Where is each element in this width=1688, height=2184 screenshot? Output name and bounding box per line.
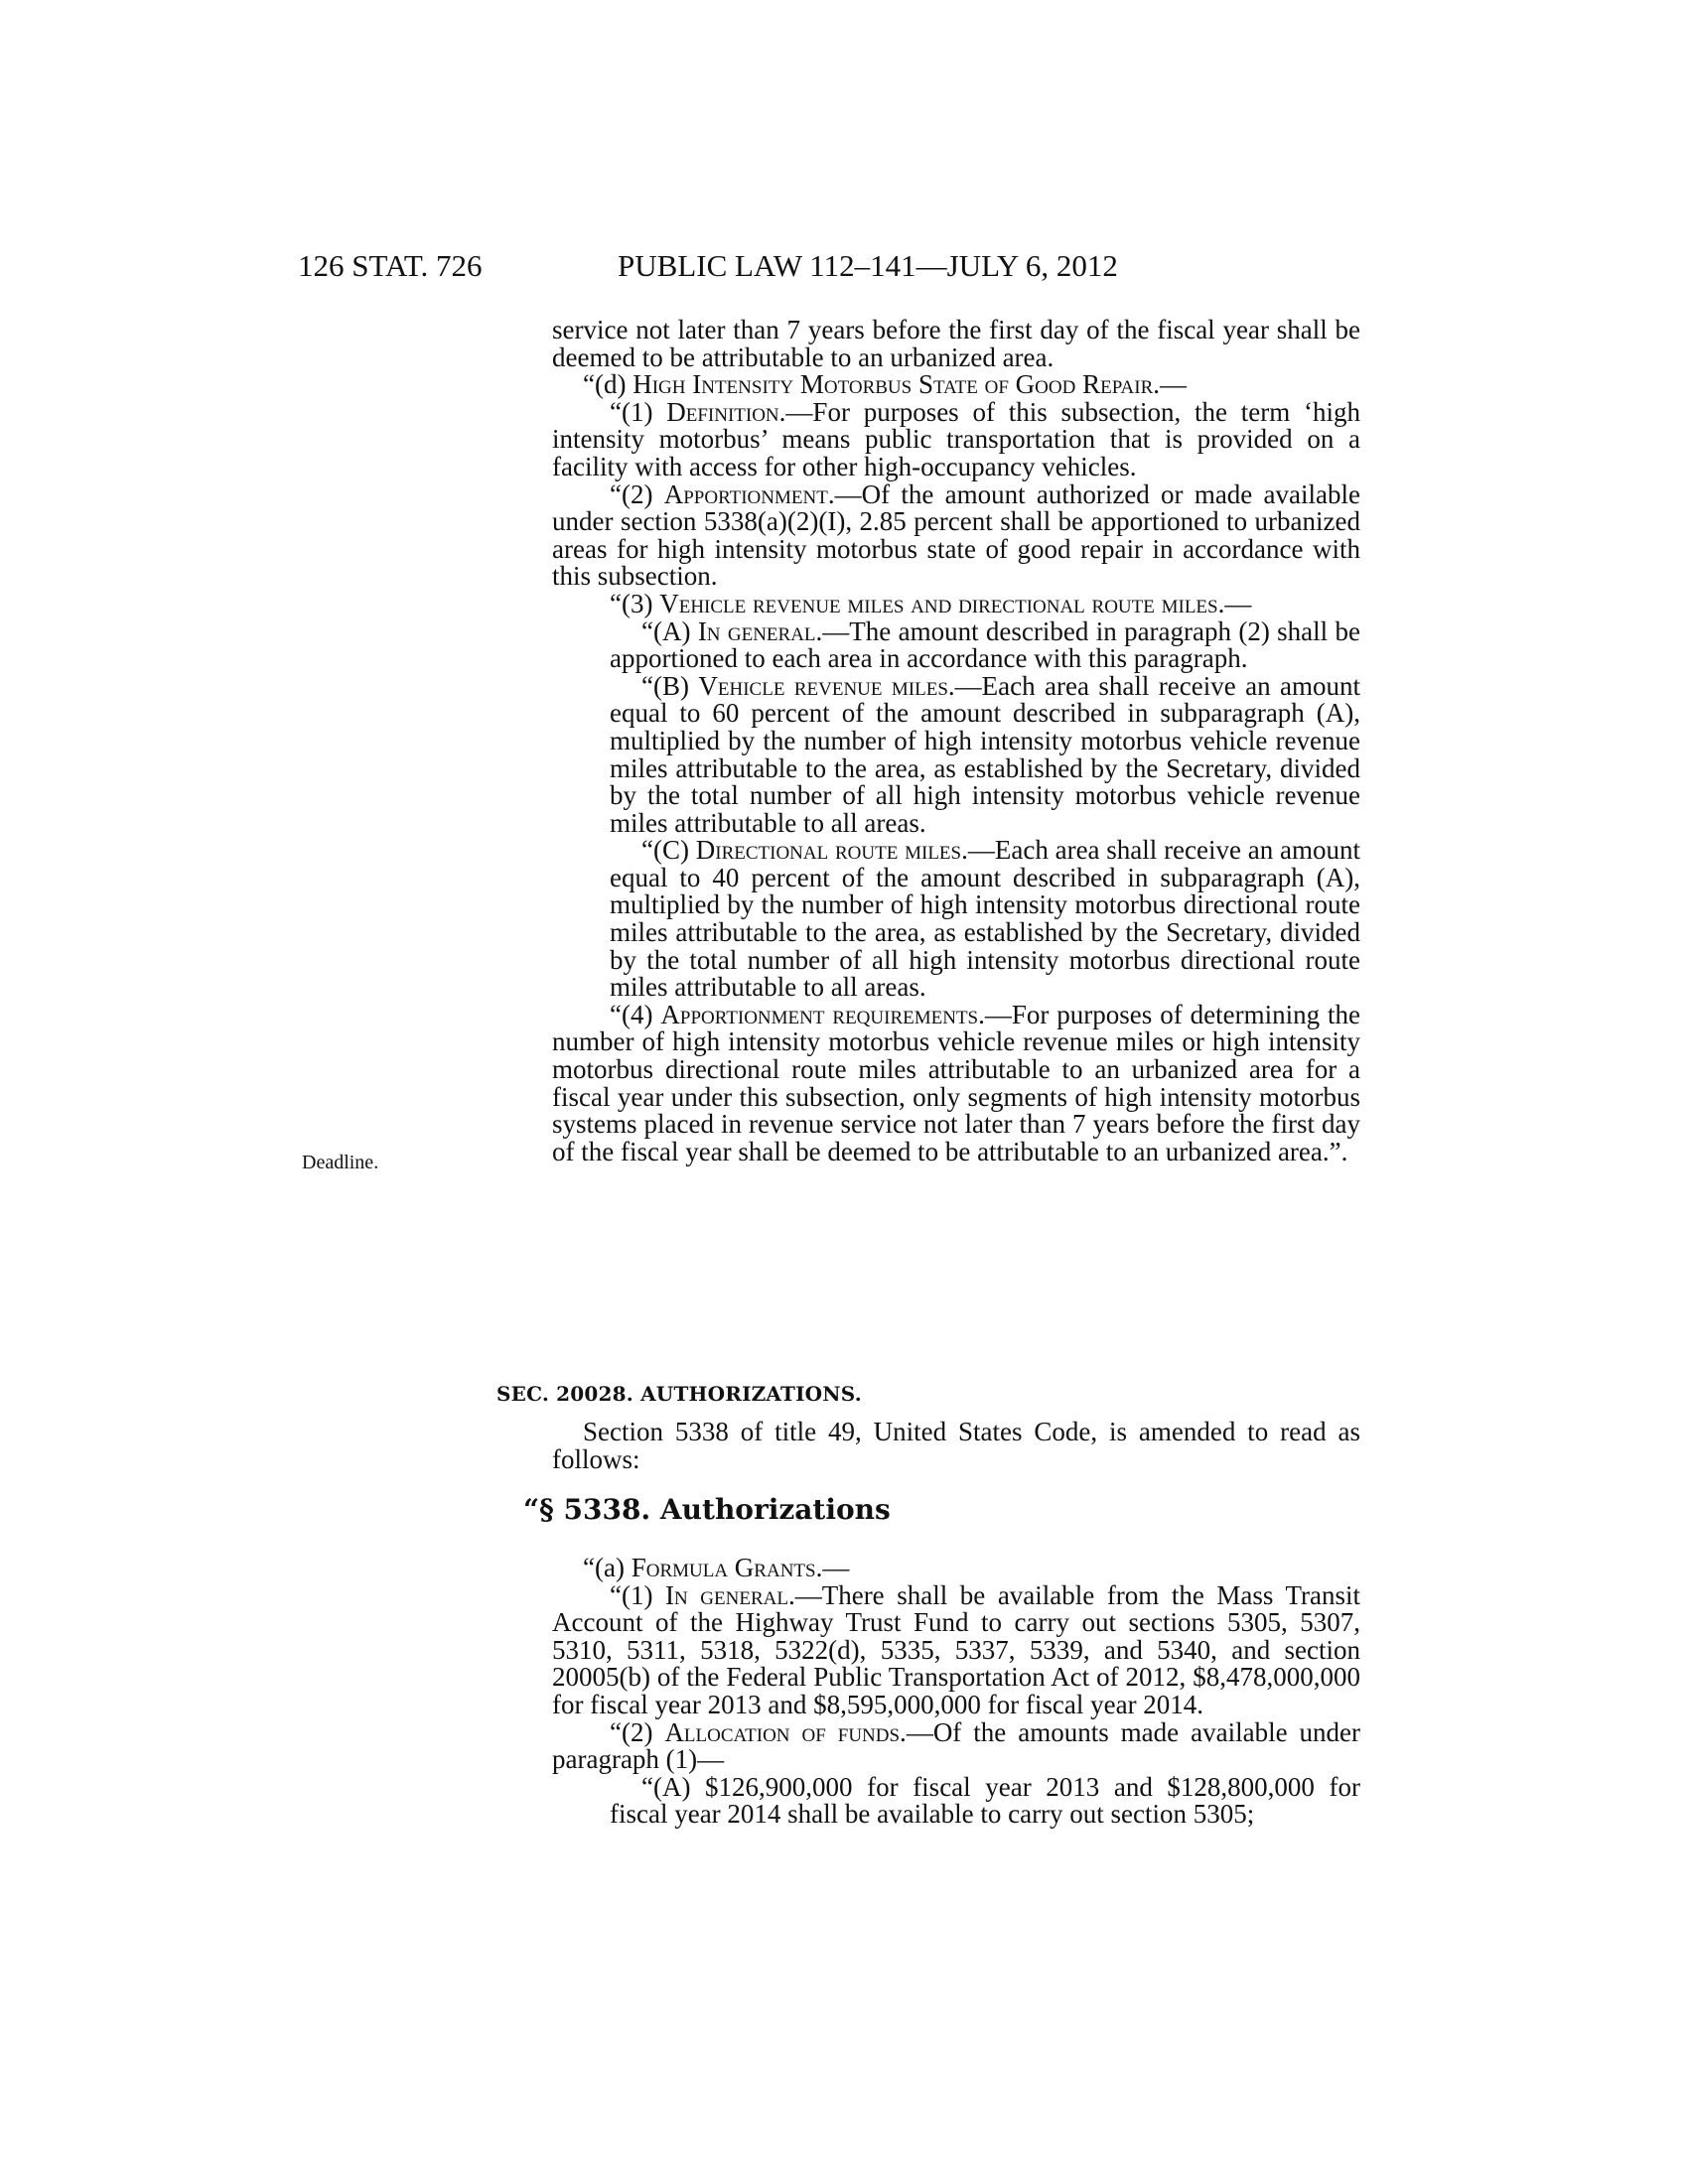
subparagraph-a2a: “(A) $126,900,000 for fiscal year 2013 and $128,800,000 for fiscal year 2014 shall be available to carry out section 5305; [610, 1771, 1360, 1830]
paragraph-d2-number: “(2) [610, 478, 664, 509]
page-stat-citation: 126 STAT. 726 [298, 248, 483, 283]
subparagraph-d3c [552, 837, 1360, 1002]
paragraph-d2 [552, 478, 1360, 592]
paragraph-d1 [552, 396, 1360, 481]
subparagraph-d3a-title: In general. [697, 615, 823, 646]
subparagraph-d3c-number: “(C) [641, 835, 696, 866]
subparagraph-d3a [552, 615, 1360, 674]
paragraph-d1-text: —For purposes of this subsection, the term ‘high intensity motorbus’ means public transportation that is provided on a facility with access for other high-occupancy vehicles. [552, 396, 1360, 481]
paragraph-a1-text: —There shall be available from the Mass Transit Account of the Highway Trust Fund to carry out sections 5305, 5307, 5310, 5311, 5318, 5322(d), 5335, 5337, 5339, and 5340, and section 20005(b) of the Federal Public Transportation Act of 2012, $8,478,000,000 for fiscal year 2013 and $8,595,000,000 for fiscal year 2014. [552, 1579, 1361, 1719]
paragraph-d1-title: Definition. [666, 396, 786, 427]
paragraph-d2-text: —Of the amount authorized or made available under section 5338(a)(2)(I), 2.85 percent shall be apportioned to urbanized areas for high intensity motorbus state of good repair in accordance with this subsection. [552, 478, 1360, 592]
paragraph-d3-number: “(3) [610, 588, 660, 618]
authorizations-text [552, 1555, 1360, 1829]
section-heading: SEC. 20028. AUTHORIZATIONS. [496, 1382, 862, 1406]
paragraph-a1-number: “(1) [610, 1579, 666, 1610]
paragraph-a2-number: “(2) [610, 1716, 665, 1747]
running-header: PUBLIC LAW 112–141—JULY 6, 2012 [618, 248, 1118, 283]
subparagraph-d3b-title: Vehicle revenue miles. [698, 670, 955, 701]
statute-text-body [552, 317, 1360, 1165]
paragraph-d4-title: Apportionment requirements. [660, 999, 985, 1029]
paragraph-a2-title: Allocation of funds. [664, 1716, 907, 1747]
subparagraph-d3a-text: —The amount described in paragraph (2) shall be apportioned to each area in accordance with this paragraph. [610, 615, 1360, 674]
section-intro [552, 1419, 1360, 1473]
paragraph-a2-text: —Of the amounts made available under paragraph (1)— [552, 1716, 1360, 1775]
paragraph-d2-title: Apportionment. [663, 478, 835, 509]
section-intro-text: Section 5338 of title 49, United States Code, is amended to read as follows: [552, 1417, 1360, 1474]
paragraph-d4 [552, 999, 1360, 1166]
subparagraph-d3c-title: Directional route miles. [695, 835, 968, 866]
paragraph-a2 [552, 1716, 1360, 1775]
subsection-d-title: High Intensity Motorbus State of Good Repair.— [633, 369, 1187, 400]
subsection-a-number: “(a) [583, 1553, 632, 1582]
subparagraph-d3b [552, 670, 1360, 838]
paragraph-d3-text: — [1224, 588, 1252, 618]
paragraph-a1-title: In general. [665, 1579, 795, 1610]
paragraph-d3-title: Vehicle revenue miles and directional route miles. [659, 588, 1225, 618]
subparagraph-d3c-text: —Each area shall receive an amount equal to 40 percent of the amount described in subparagraph (A), multiplied by the number of high intensity motorbus directional route miles attributable to the area, as established by the Secretary, divided by the total number of all high intensity motorbus directional route miles attributable to all areas. [610, 835, 1361, 1003]
amended-section-title: “§ 5338. Authorizations [523, 1493, 891, 1526]
subsection-a-title: Formula Grants.— [631, 1553, 850, 1582]
paragraph-d1-number: “(1) [610, 396, 667, 427]
subsection-a [552, 1555, 1360, 1582]
paragraph-d3 [552, 588, 1360, 618]
paragraph-d4-text: —For purposes of determining the number of high intensity motorbus vehicle revenue miles or high intensity motorbus directional route miles attributable to an urbanized area for a fiscal year under this subsection, only segments of high intensity motorbus systems placed in revenue service not later than 7 years before the first day of the fiscal year shall be deemed to be attributable to an urbanized area.”. [552, 999, 1360, 1166]
paragraph-a1 [552, 1579, 1361, 1719]
paragraph-d4-number: “(4) [610, 999, 661, 1029]
subparagraph-d3b-number: “(B) [641, 670, 699, 701]
subparagraph-d3b-text: —Each area shall receive an amount equal to 60 percent of the amount described in subparagraph (A), multiplied by the number of high intensity motorbus vehicle revenue miles attributable to the area, as established by the Secretary, divided by the total number of all high intensity motorbus vehicle revenue miles attributable to all areas. [610, 670, 1360, 838]
subsection-d-number: “(d) [583, 369, 633, 400]
subparagraph-d3a-number: “(A) [641, 615, 698, 646]
continuation-paragraph: service not later than 7 years before the first day of the fiscal year shall be deemed to be attributable to an urbanized area. [552, 315, 1360, 372]
subsection-d [552, 371, 1360, 399]
margin-note-deadline: Deadline. [302, 1152, 379, 1173]
